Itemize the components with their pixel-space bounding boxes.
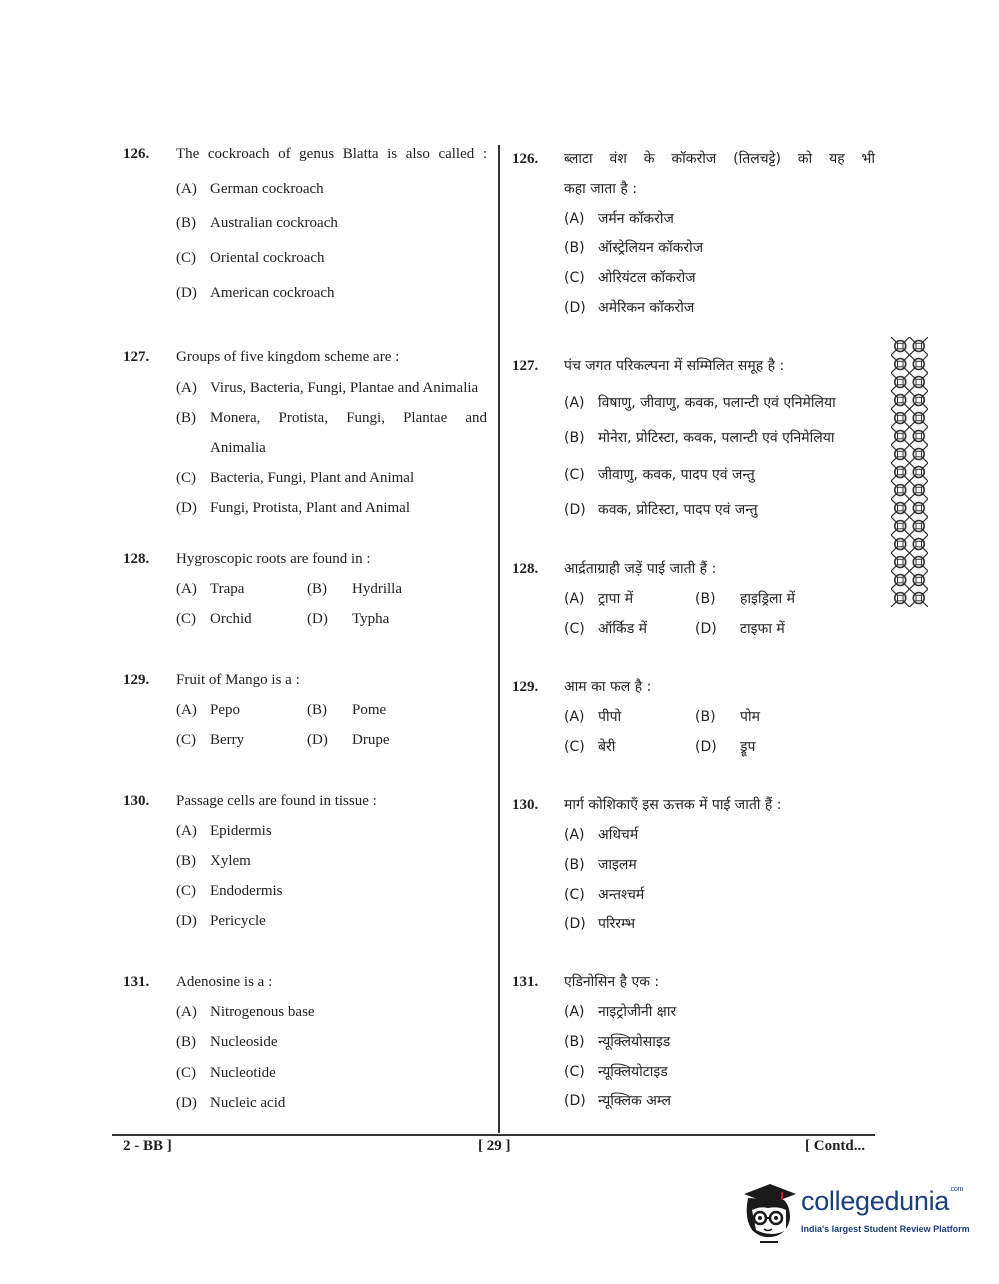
- question-text: Hygroscopic roots are found in :: [176, 551, 371, 567]
- question-text: आर्द्रताग्राही जड़ें पाई जाती हैं :: [564, 561, 717, 577]
- option: (C) ओरियंटल कॉकरोज: [564, 270, 696, 286]
- question-number: 126.: [512, 151, 539, 167]
- option: (C) बेरी: [564, 739, 616, 755]
- option: (B) Nucleoside: [176, 1034, 278, 1050]
- question-text: पंच जगत परिकल्पना में सम्मिलित समूह है :: [564, 358, 785, 374]
- option-continuation: Animalia: [210, 440, 266, 456]
- option: (B) Hydrilla: [307, 581, 402, 597]
- option: (D) परिरम्भ: [564, 916, 636, 932]
- question-number: 131.: [512, 974, 539, 990]
- option: (D) कवक, प्रोटिस्टा, पादप एवं जन्तु: [564, 502, 758, 518]
- option: (A) जर्मन कॉकरोज: [564, 211, 674, 227]
- option: (C) न्यूक्लियोटाइड: [564, 1064, 668, 1080]
- column-divider: [498, 145, 500, 1133]
- question-text: एडिनोसिन है एक :: [564, 974, 660, 990]
- question-text: Groups of five kingdom scheme are :: [176, 349, 400, 365]
- question-number: 129.: [512, 679, 539, 695]
- option: (A) Trapa: [176, 581, 245, 597]
- option: (C) Nucleotide: [176, 1065, 276, 1081]
- option: (A) Epidermis: [176, 823, 272, 839]
- option: (D) Nucleic acid: [176, 1095, 286, 1111]
- option: (A) ट्रापा में: [564, 591, 634, 607]
- question-number: 127.: [512, 358, 539, 374]
- option: (C) Bacteria, Fungi, Plant and Animal: [176, 470, 415, 486]
- option: (C) Berry: [176, 732, 245, 748]
- question-number: 130.: [123, 793, 150, 809]
- question-number: 129.: [123, 672, 150, 688]
- option: (A) Virus, Bacteria, Fungi, Plantae and Animalia: [176, 380, 479, 396]
- option: (A) Nitrogenous base: [176, 1004, 315, 1020]
- option: (D) ड्रूप: [695, 739, 756, 755]
- option: (D) Fungi, Protista, Plant and Animal: [176, 500, 411, 516]
- decorative-border-pattern: [891, 337, 928, 607]
- question-text: आम का फल है :: [564, 679, 652, 695]
- option: (C) अन्तश्चर्म: [564, 887, 645, 903]
- option: (D) American cockroach: [176, 285, 335, 301]
- option: (B) Pome: [307, 702, 387, 718]
- question-text-cont: कहा जाता है :: [564, 181, 637, 197]
- footer-rule: [112, 1134, 875, 1136]
- logo-tagline: India's largest Student Review Platform: [801, 1224, 970, 1234]
- option: (C) Endodermis: [176, 883, 283, 899]
- option: (C) Oriental cockroach: [176, 250, 325, 266]
- option: (D) Pericycle: [176, 913, 266, 929]
- mascot-icon: [738, 1178, 800, 1248]
- option: (D) Drupe: [307, 732, 390, 748]
- question-text: Adenosine is a :: [176, 974, 273, 990]
- question-text: मार्ग कोशिकाएँ इस ऊत्तक में पाई जाती हैं :: [564, 797, 782, 813]
- option: (A) अधिचर्म: [564, 827, 639, 843]
- option: (C) ऑर्किड में: [564, 621, 648, 637]
- option: (A) पीपो: [564, 709, 622, 725]
- option: (D) न्यूक्लिक अम्ल: [564, 1093, 672, 1109]
- question-number: 130.: [512, 797, 539, 813]
- option: (D) अमेरिकन कॉकरोज: [564, 300, 695, 316]
- question-number: 127.: [123, 349, 150, 365]
- option: (B) जाइलम: [564, 857, 637, 873]
- question-text: ब्लाटा वंश के कॉकरोज (तिलचट्टे) को यह भी: [564, 151, 875, 167]
- option: (B) मोनेरा, प्रोटिस्टा, कवक, पलान्टी एवं एनिमेलिया: [564, 430, 835, 446]
- question-number: 128.: [123, 551, 150, 567]
- question-text: Fruit of Mango is a :: [176, 672, 300, 688]
- question-number: 126.: [123, 146, 150, 162]
- option: (B) Australian cockroach: [176, 215, 338, 231]
- option: (B) Xylem: [176, 853, 251, 869]
- option: (B) न्यूक्लियोसाइड: [564, 1034, 671, 1050]
- option: (B) हाइड्रिला में: [695, 591, 795, 607]
- question-text: The cockroach of genus Blatta is also called :: [176, 146, 487, 162]
- option: (C) जीवाणु, कवक, पादप एवं जन्तु: [564, 467, 755, 483]
- option: (D) टाइफा में: [695, 621, 785, 637]
- footer-contd: [ Contd...: [805, 1138, 866, 1154]
- option: (A) German cockroach: [176, 181, 324, 197]
- option: (D) Typha: [307, 611, 390, 627]
- option: (B) पोम: [695, 709, 760, 725]
- question-number: 131.: [123, 974, 150, 990]
- footer-code: 2 - BB ]: [123, 1138, 172, 1154]
- option: (C) Orchid: [176, 611, 252, 627]
- logo-wordmark: collegedunia$^{.com}$: [801, 1186, 964, 1216]
- option: (A) Pepo: [176, 702, 240, 718]
- question-text: Passage cells are found in tissue :: [176, 793, 377, 809]
- option: (A) विषाणु, जीवाणु, कवक, पलान्टी एवं एनिमेलिया: [564, 395, 836, 411]
- option: (B) Monera, Protista, Fungi, Plantae and: [176, 410, 487, 426]
- collegedunia-logo: [738, 1178, 970, 1248]
- option: (B) ऑस्ट्रेलियन कॉकरोज: [564, 240, 704, 256]
- page-number: [ 29 ]: [478, 1138, 511, 1154]
- question-number: 128.: [512, 561, 539, 577]
- option: (A) नाइट्रोजीनी क्षार: [564, 1004, 677, 1020]
